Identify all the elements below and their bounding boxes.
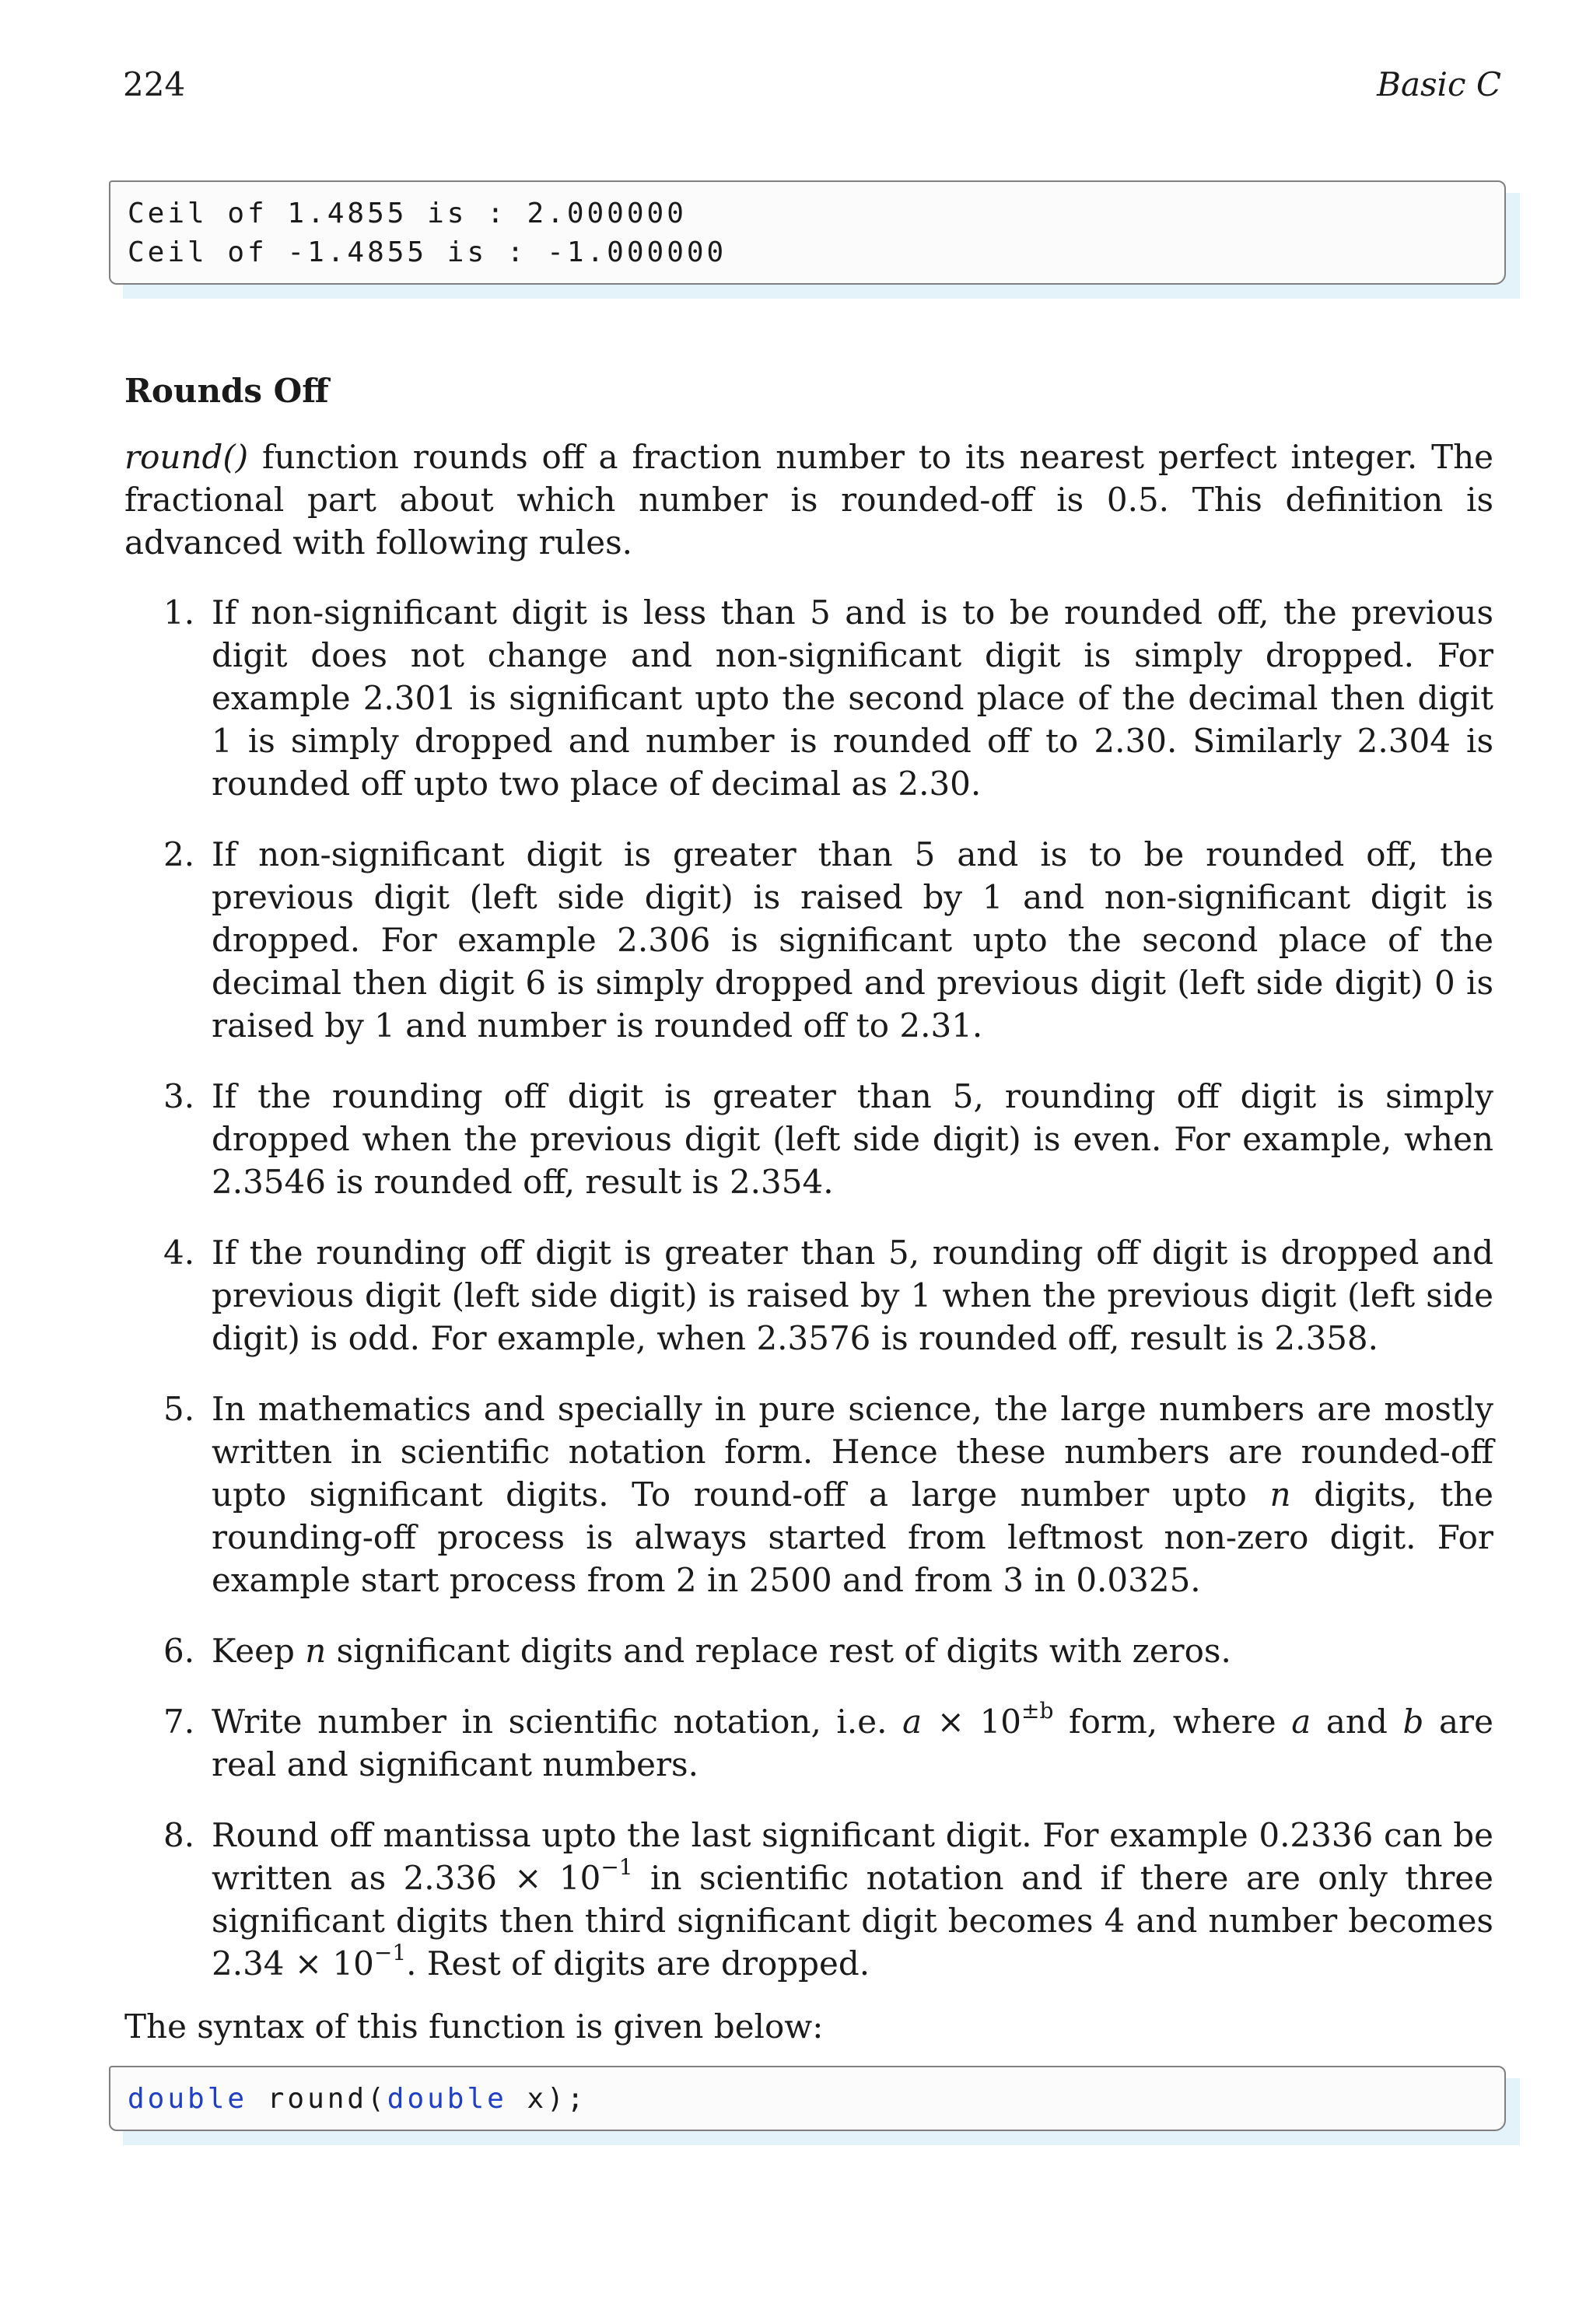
list-number: 4. [163, 1234, 195, 1272]
code-text: x); [506, 2083, 587, 2115]
list-text: form, where [1053, 1703, 1292, 1741]
output-line: Ceil of -1.4855 is : -1.000000 [128, 236, 727, 268]
list-item [124, 1388, 1493, 1601]
math-var: n [1269, 1475, 1291, 1514]
list-item [124, 1075, 1493, 1203]
function-name: round() [124, 438, 249, 476]
list-text: are real and significant numbers. [212, 1703, 1493, 1783]
rules-list [124, 591, 1493, 2013]
list-number: 6. [163, 1632, 195, 1670]
math-var: n [305, 1632, 327, 1670]
math-times: × 10 [922, 1703, 1022, 1741]
output-code-box [109, 180, 1506, 285]
code-text: round( [247, 2083, 387, 2115]
section-heading: Rounds Off [124, 372, 329, 410]
exponent: ±b [1021, 1698, 1054, 1724]
exponent: −1 [600, 1854, 633, 1880]
page-number: 224 [123, 65, 186, 103]
math-var: a [902, 1703, 923, 1741]
running-title: Basic C [1377, 65, 1501, 103]
list-number: 2. [163, 835, 195, 873]
list-text: Keep [212, 1632, 306, 1670]
list-item [124, 1629, 1493, 1672]
list-item [124, 1700, 1493, 1786]
code-keyword: double [387, 2083, 507, 2115]
math-var: a [1291, 1703, 1311, 1741]
list-number: 7. [163, 1703, 195, 1741]
syntax-intro: The syntax of this function is given below: [124, 2007, 824, 2046]
list-text: Round off mantissa upto the last significant digit. For example 0.2336 can be written as 2.336 × 10 [212, 1816, 1493, 1897]
list-item [124, 1814, 1493, 1985]
intro-paragraph [124, 436, 1493, 564]
output-code-block [109, 180, 1506, 285]
list-number: 1. [163, 593, 195, 632]
list-number: 8. [163, 1816, 195, 1854]
math-var: b [1402, 1703, 1424, 1741]
list-number: 3. [163, 1077, 195, 1115]
list-item [124, 1231, 1493, 1360]
exponent: −1 [373, 1940, 407, 1965]
syntax-code-block [109, 2066, 1506, 2131]
list-text: significant digits and replace rest of digits with zeros. [326, 1632, 1231, 1670]
syntax-code-box [109, 2066, 1506, 2131]
list-text: . Rest of digits are dropped. [406, 1944, 870, 1983]
list-item [124, 591, 1493, 805]
code-keyword: double [128, 2083, 248, 2115]
list-text: digits, the rounding-off process is always started from leftmost non-zero digit. For example start process from 2 in 2500 and from 3 in 0.0325. [212, 1475, 1493, 1599]
list-text: Write number in scientific notation, i.e. [212, 1703, 903, 1741]
list-text: In mathematics and specially in pure science, the large numbers are mostly written in scientific notation form. Hence these numbers are rounded-off upto significant digits. To round-off a large number upto [212, 1390, 1493, 1514]
list-number: 5. [163, 1390, 195, 1428]
list-text: and [1311, 1703, 1403, 1741]
list-text: in scientific notation and if there are only three significant digits then third significant digit becomes 4 and number becomes 2.34 × 10 [212, 1859, 1493, 1983]
list-text: If the rounding off digit is greater than 5, rounding off digit is simply dropped when the previous digit (left side digit) is even. For example, when 2.3546 is rounded off, result is 2.354. [212, 1077, 1493, 1201]
list-text: If the rounding off digit is greater than 5, rounding off digit is dropped and previous digit (left side digit) is raised by 1 when the previous digit (left side digit) is odd. For example, when 2.3576 is rounded off, result is 2.358. [212, 1234, 1493, 1357]
intro-text: function rounds off a fraction number to its nearest perfect integer. The fractional part about which number is rounded-off is 0.5. This definition is advanced with following rules. [124, 438, 1493, 562]
list-text: If non-significant digit is less than 5 and is to be rounded off, the previous digit does not change and non-significant digit is simply dropped. For example 2.301 is significant upto the second place of the decimal then digit 1 is simply dropped and number is rounded off to 2.30. Similarly 2.304 is rounded off upto two place of decimal as 2.30. [212, 593, 1493, 803]
list-item [124, 833, 1493, 1047]
list-text: If non-significant digit is greater than 5 and is to be rounded off, the previous digit (left side digit) is raised by 1 and non-significant digit is dropped. For example 2.306 is significant upto the second place of the decimal then digit 6 is simply dropped and previous digit (left side digit) 0 is raised by 1 and number is rounded off to 2.31. [212, 835, 1493, 1045]
output-line: Ceil of 1.4855 is : 2.000000 [128, 198, 687, 229]
